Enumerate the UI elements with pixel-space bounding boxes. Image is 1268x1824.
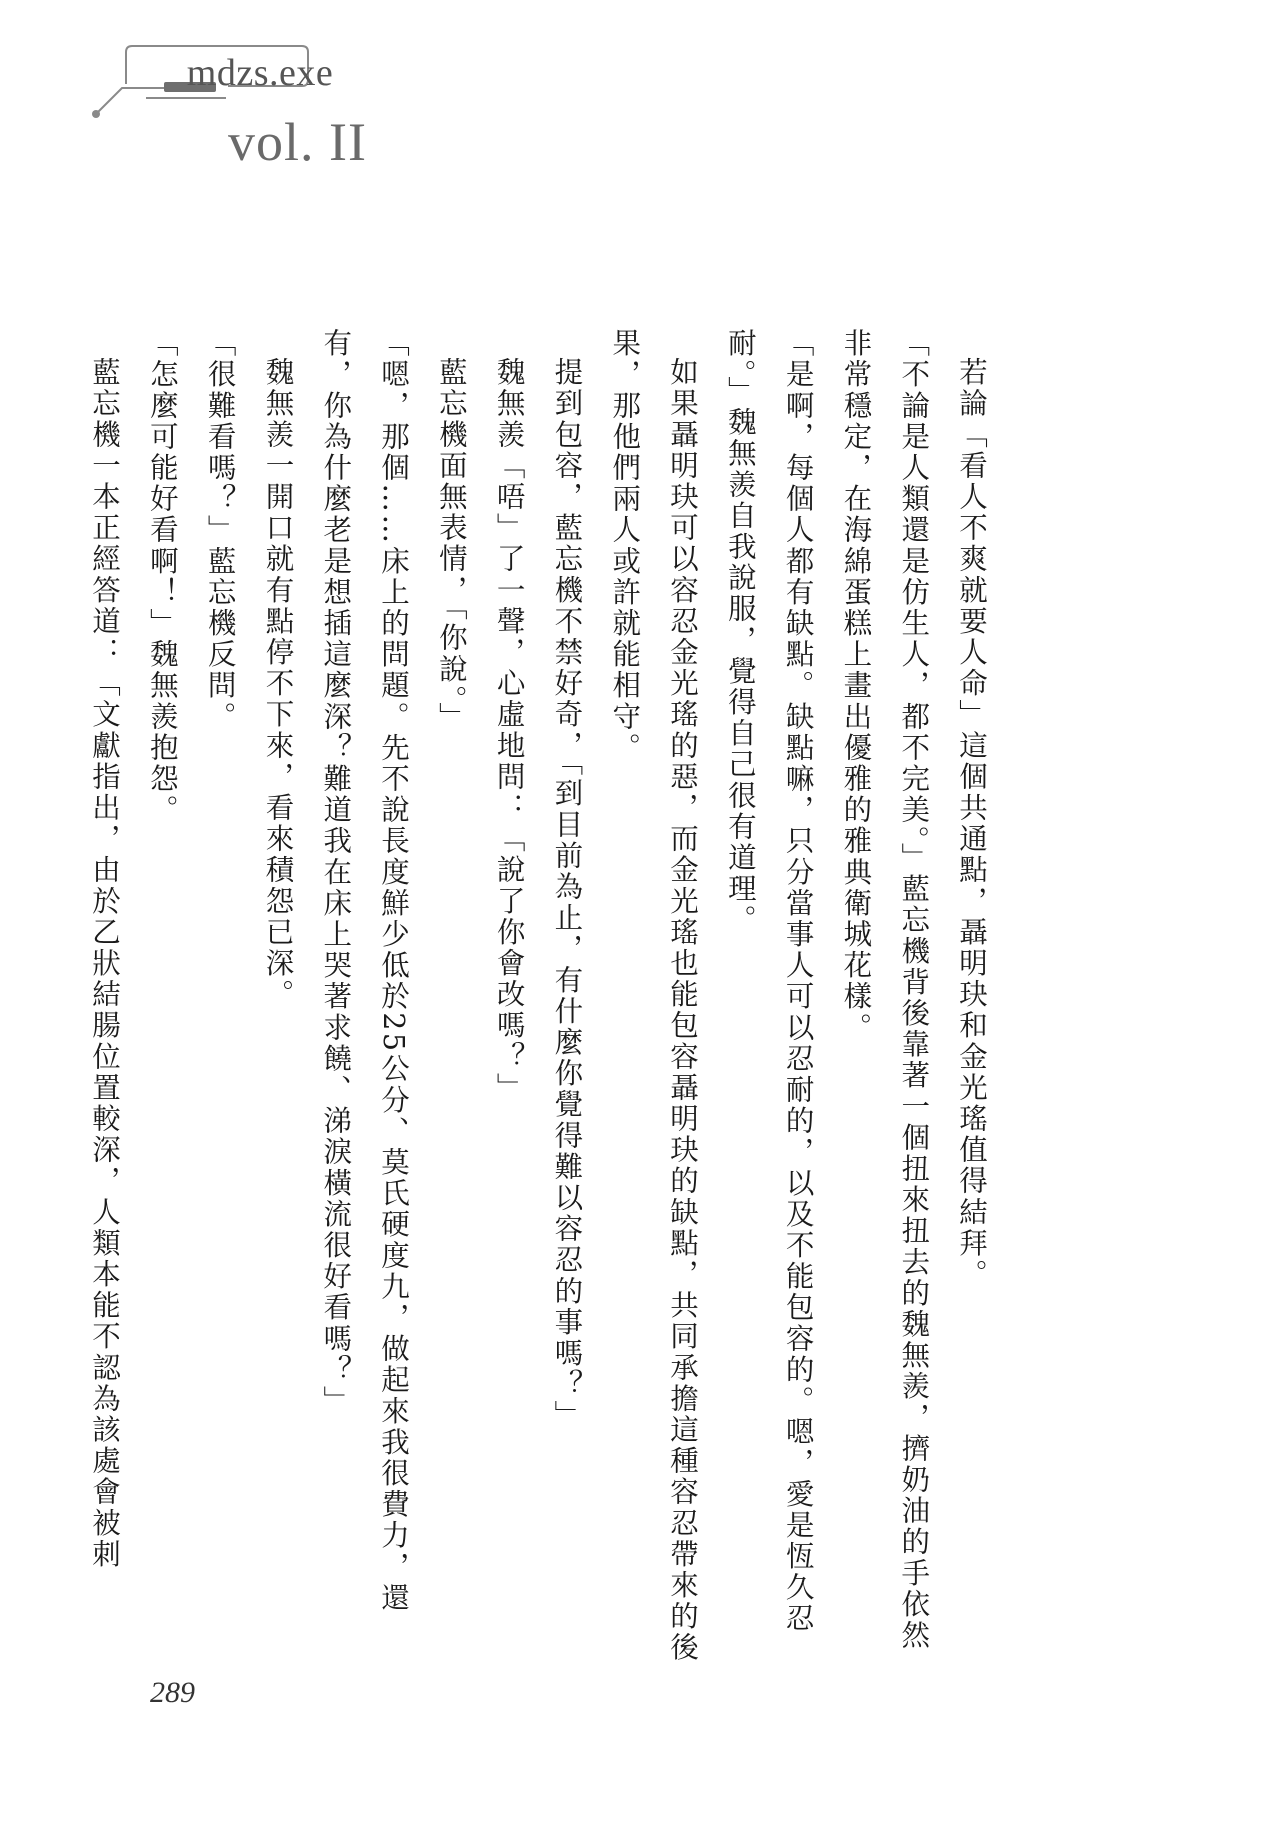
paragraph: 魏無羨一開口就有點停不下來，看來積怨已深。 bbox=[261, 356, 295, 1010]
paragraph: 提到包容，藍忘機不禁好奇，「到目前為止，有什麼你覺得難以容忍的事嗎？」 bbox=[550, 356, 584, 1431]
paragraph: 「嗯，那個……床上的問題。先不說長度鮮少低於25公分、莫氏硬度九，做起來我很費力，還有，你為什麼老是想插這麼深？難道我在床上哭著求饒、涕淚橫流很好看嗎？」 bbox=[319, 328, 411, 1614]
body-text bbox=[75, 328, 1000, 1668]
paragraph: 「怎麼可能好看啊！」魏無羨抱怨。 bbox=[145, 328, 179, 826]
running-header bbox=[0, 0, 420, 200]
paragraph: 「是啊，每個人都有缺點。缺點嘛，只分當事人可以忍耐的，以及不能包容的。嗯，愛是恆久忍耐。」魏無羨自我說服，覺得自己很有道理。 bbox=[723, 328, 815, 1635]
paragraph: 「很難看嗎？」藍忘機反問。 bbox=[203, 328, 237, 733]
paragraph: 若論「看人不爽就要人命」這個共通點，聶明玦和金光瑤值得結拜。 bbox=[955, 356, 988, 1290]
paragraph: 如果聶明玦可以容忍金光瑤的惡，而金光瑤也能包容聶明玦的缺點，共同承擔這種容忍帶來的後果，那他們兩人或許就能相守。 bbox=[608, 328, 700, 1663]
paragraph: 藍忘機一本正經答道：「文獻指出，由於乙狀結腸位置較深，人類本能不認為該處會被刺 bbox=[88, 356, 122, 1570]
paragraph: 魏無羨「唔」了一聲，心虛地問：「說了你會改嗎？」 bbox=[492, 356, 526, 1103]
page-number: 289 bbox=[150, 1676, 195, 1709]
paragraph: 藍忘機面無表情，「你說。」 bbox=[434, 356, 468, 733]
volume-label: vol. II bbox=[228, 112, 367, 172]
series-title: mdzs.exe bbox=[186, 52, 334, 94]
paragraph: 「不論是人類還是仿生人，都不完美。」藍忘機背後靠著一個扭來扭去的魏無羨，擠奶油的手依然非常穩定，在海綿蛋糕上畫出優雅的雅典衛城花樣。 bbox=[839, 328, 931, 1652]
